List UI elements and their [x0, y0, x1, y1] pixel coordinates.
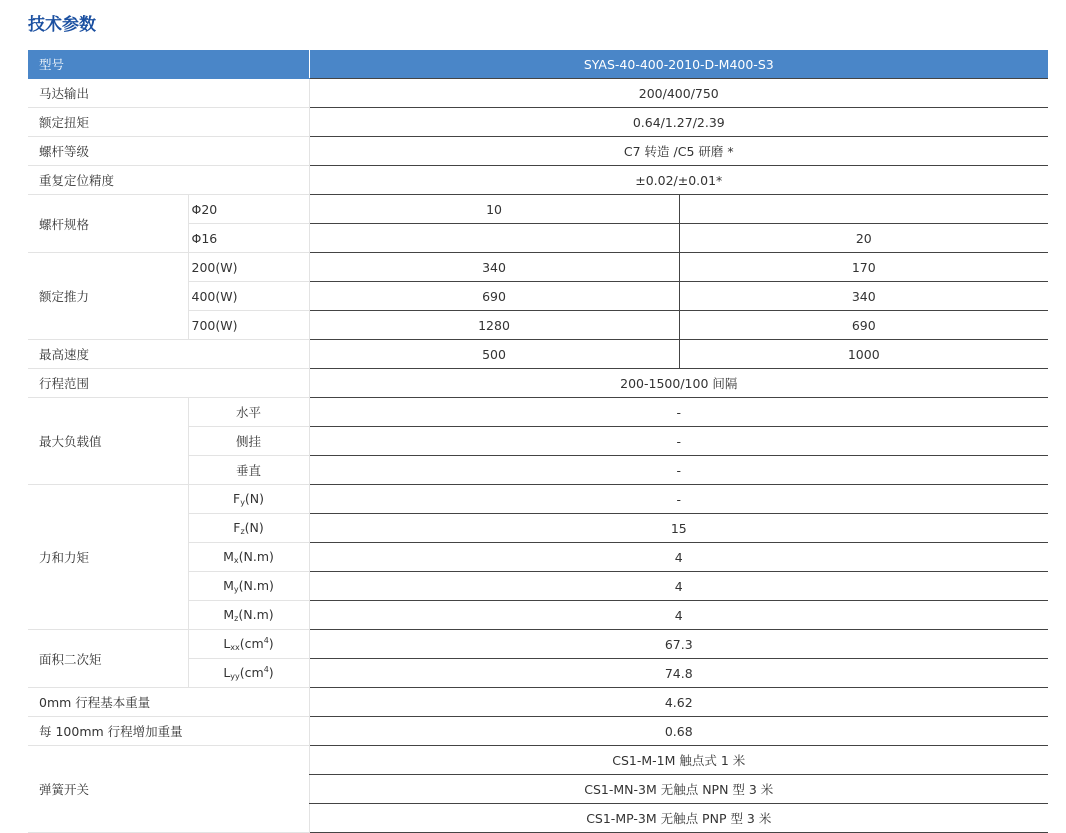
max-load-sub: 水平	[188, 398, 309, 427]
reed-switch-value: CS1-M-1M 触点式 1 米	[309, 746, 1048, 775]
force-moment-sub: $F_z(N)$	[188, 514, 309, 543]
max-load-value: -	[309, 427, 1048, 456]
second-moment-label: 面积二次矩	[28, 630, 188, 688]
force-moment-label: 力和力矩	[28, 485, 188, 630]
table-row	[28, 108, 1048, 137]
screw-grade-value: C7 转造 /C5 研磨 *	[309, 137, 1048, 166]
motor-output-label: 马达输出	[28, 79, 309, 108]
rated-thrust-sub: 200(W)	[188, 253, 309, 282]
motor-output-value: 200/400/750	[309, 79, 1048, 108]
base-weight-value: 4.62	[309, 688, 1048, 717]
force-moment-value: 4	[309, 543, 1048, 572]
second-moment-value: 74.8	[309, 659, 1048, 688]
spec-table	[28, 50, 1048, 833]
table-row	[28, 398, 1048, 427]
stroke-range-value: 200-1500/100 间隔	[309, 369, 1048, 398]
screw-spec-sub: Φ20	[188, 195, 309, 224]
table-row	[28, 340, 1048, 369]
screw-spec-col1	[309, 224, 679, 253]
screw-spec-sub: Φ16	[188, 224, 309, 253]
rated-thrust-col2: 170	[679, 253, 1048, 282]
force-moment-value: -	[309, 485, 1048, 514]
max-load-value: -	[309, 398, 1048, 427]
reed-switch-value: CS1-MN-3M 无触点 NPN 型 3 米	[309, 775, 1048, 804]
rated-thrust-sub: 400(W)	[188, 282, 309, 311]
force-moment-sub: $M_x(N.m)$	[188, 543, 309, 572]
rated-thrust-col2: 690	[679, 311, 1048, 340]
force-moment-sub: $M_y(N.m)$	[188, 572, 309, 601]
table-header-row	[28, 50, 1048, 79]
stroke-range-label: 行程范围	[28, 369, 309, 398]
model-label: 型号	[28, 50, 309, 79]
table-row	[28, 746, 1048, 775]
repeatability-label: 重复定位精度	[28, 166, 309, 195]
force-moment-sub: $F_y(N)$	[188, 485, 309, 514]
max-speed-label: 最高速度	[28, 340, 309, 369]
table-row	[28, 253, 1048, 282]
model-value: SYAS-40-400-2010-D-M400-S3	[309, 50, 1048, 79]
added-weight-value: 0.68	[309, 717, 1048, 746]
table-row	[28, 79, 1048, 108]
screw-spec-col2: 20	[679, 224, 1048, 253]
table-row	[28, 137, 1048, 166]
table-row	[28, 195, 1048, 224]
base-weight-label: 0mm 行程基本重量	[28, 688, 309, 717]
screw-spec-col1: 10	[309, 195, 679, 224]
force-moment-value: 4	[309, 572, 1048, 601]
rated-thrust-col1: 1280	[309, 311, 679, 340]
reed-switch-label: 弹簧开关	[28, 746, 309, 833]
table-row	[28, 717, 1048, 746]
reed-switch-value: CS1-MP-3M 无触点 PNP 型 3 米	[309, 804, 1048, 833]
page-title: 技术参数	[28, 15, 96, 35]
force-moment-value: 15	[309, 514, 1048, 543]
force-moment-value: 4	[309, 601, 1048, 630]
second-moment-sub: $L_{xx}(cm^4)$	[188, 630, 309, 659]
table-row	[28, 166, 1048, 195]
rated-thrust-col2: 340	[679, 282, 1048, 311]
rated-thrust-label: 额定推力	[28, 253, 188, 340]
rated-thrust-sub: 700(W)	[188, 311, 309, 340]
screw-spec-col2	[679, 195, 1048, 224]
screw-spec-label: 螺杆规格	[28, 195, 188, 253]
rated-torque-value: 0.64/1.27/2.39	[309, 108, 1048, 137]
rated-thrust-col1: 690	[309, 282, 679, 311]
table-row	[28, 369, 1048, 398]
max-speed-col2: 1000	[679, 340, 1048, 369]
table-row	[28, 630, 1048, 659]
max-load-sub: 侧挂	[188, 427, 309, 456]
rated-torque-label: 额定扭矩	[28, 108, 309, 137]
second-moment-value: 67.3	[309, 630, 1048, 659]
table-row	[28, 485, 1048, 514]
max-load-value: -	[309, 456, 1048, 485]
second-moment-sub: $L_{yy}(cm^4)$	[188, 659, 309, 688]
max-load-label: 最大负载值	[28, 398, 188, 485]
max-speed-col1: 500	[309, 340, 679, 369]
force-moment-sub: $M_z(N.m)$	[188, 601, 309, 630]
rated-thrust-col1: 340	[309, 253, 679, 282]
table-row	[28, 688, 1048, 717]
added-weight-label: 每 100mm 行程增加重量	[28, 717, 309, 746]
max-load-sub: 垂直	[188, 456, 309, 485]
repeatability-value: ±0.02/±0.01*	[309, 166, 1048, 195]
screw-grade-label: 螺杆等级	[28, 137, 309, 166]
